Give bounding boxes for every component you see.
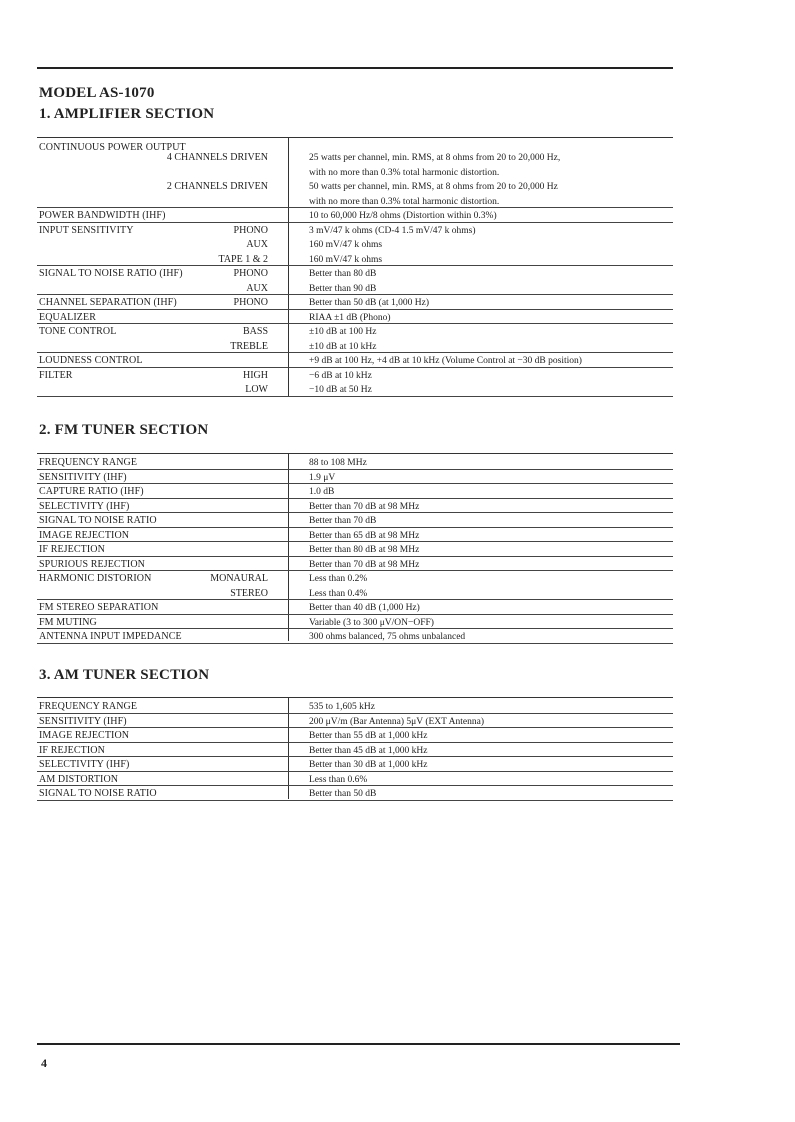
spec-label: IF REJECTION bbox=[39, 744, 105, 756]
spec-value: Better than 80 dB bbox=[309, 269, 377, 279]
spec-row bbox=[37, 469, 673, 485]
spec-label: TONE CONTROL bbox=[39, 326, 117, 337]
spec-row bbox=[37, 352, 673, 368]
spec-value: Better than 45 dB at 1,000 kHz bbox=[309, 745, 428, 756]
spec-row bbox=[37, 251, 673, 267]
spec-value: Better than 40 dB (1,000 Hz) bbox=[309, 603, 420, 613]
spec-row bbox=[37, 527, 673, 543]
spec-value: Less than 0.4% bbox=[309, 588, 368, 599]
spec-label: FM MUTING bbox=[39, 616, 97, 628]
spec-sublabel: PHONO bbox=[233, 268, 268, 279]
spec-sublabel: LOW bbox=[245, 384, 268, 395]
page-number: 4 bbox=[41, 1056, 47, 1070]
spec-value: 160 mV/47 k ohms bbox=[309, 240, 383, 250]
spec-value: +9 dB at 100 Hz, +4 dB at 10 kHz (Volume Control at −30 dB position) bbox=[309, 356, 582, 366]
spec-value: Better than 65 dB at 98 MHz bbox=[309, 530, 420, 541]
spec-label: SELECTIVITY (IHF) bbox=[39, 500, 130, 512]
spec-sublabel: PHONO bbox=[233, 297, 268, 308]
spec-label: SELECTIVITY (IHF) bbox=[39, 759, 130, 770]
spec-sublabel: 2 CHANNELS DRIVEN bbox=[166, 181, 268, 192]
spec-label: SENSITIVITY (IHF) bbox=[39, 715, 127, 727]
spec-row bbox=[37, 556, 673, 572]
spec-value: Better than 70 dB at 98 MHz bbox=[309, 559, 420, 570]
spec-row bbox=[37, 742, 673, 758]
spec-label: FREQUENCY RANGE bbox=[39, 457, 138, 468]
spec-row bbox=[37, 381, 673, 397]
spec-value: 25 watts per channel, min. RMS, at 8 ohms from 20 to 20,000 Hz, bbox=[309, 153, 561, 163]
spec-label: IMAGE REJECTION bbox=[39, 529, 130, 541]
spec-row bbox=[37, 207, 673, 223]
spec-value: Better than 55 dB at 1,000 kHz bbox=[309, 731, 428, 741]
spec-value: Better than 90 dB bbox=[309, 283, 377, 294]
am-tuner-section-title: 3. AM TUNER SECTION bbox=[39, 667, 210, 683]
spec-row bbox=[37, 222, 673, 237]
fm-tuner-section-title: 2. FM TUNER SECTION bbox=[39, 422, 209, 438]
spec-sublabel: STEREO bbox=[230, 587, 268, 599]
spec-value: Better than 70 dB at 98 MHz bbox=[309, 501, 420, 512]
spec-sublabel: 4 CHANNELS DRIVEN bbox=[166, 152, 268, 163]
spec-row bbox=[37, 294, 673, 310]
spec-value: −6 dB at 10 kHz bbox=[309, 370, 372, 381]
spec-value: Better than 70 dB bbox=[309, 516, 377, 526]
spec-label: FM STEREO SEPARATION bbox=[39, 602, 159, 613]
spec-sublabel: HIGH bbox=[243, 369, 268, 381]
spec-value: 160 mV/47 k ohms bbox=[309, 254, 383, 265]
spec-value: 88 to 108 MHz bbox=[309, 458, 367, 468]
spec-value: RIAA ±1 dB (Phono) bbox=[309, 312, 391, 323]
spec-sublabel: BASS bbox=[242, 326, 268, 337]
spec-label: SIGNAL TO NOISE RATIO bbox=[39, 515, 157, 526]
spec-value: Less than 0.2% bbox=[309, 574, 368, 584]
spec-row bbox=[37, 585, 673, 601]
spec-row bbox=[37, 265, 673, 280]
spec-value: Better than 50 dB bbox=[309, 789, 377, 799]
spec-label: IF REJECTION bbox=[39, 544, 105, 555]
spec-row bbox=[37, 614, 673, 630]
spec-row bbox=[37, 149, 673, 164]
spec-value: 3 mV/47 k ohms (CD-4 1.5 mV/47 k ohms) bbox=[309, 225, 476, 236]
spec-label: HARMONIC DISTORION bbox=[39, 573, 152, 584]
spec-row bbox=[37, 727, 673, 743]
model-heading: MODEL AS-1070 bbox=[39, 85, 155, 101]
spec-value: −10 dB at 50 Hz bbox=[309, 385, 372, 395]
spec-row bbox=[37, 713, 673, 729]
spec-sublabel: AUX bbox=[246, 239, 268, 250]
spec-label: CAPTURE RATIO (IHF) bbox=[39, 486, 144, 497]
spec-value: 50 watts per channel, min. RMS, at 8 ohms from 20 to 20,000 Hz bbox=[309, 182, 558, 192]
spec-label: SIGNAL TO NOISE RATIO bbox=[39, 788, 157, 799]
spec-row bbox=[37, 698, 673, 714]
spec-value: 200 μV/m (Bar Antenna) 5μV (EXT Antenna) bbox=[309, 716, 484, 727]
spec-value: Less than 0.6% bbox=[309, 774, 368, 785]
spec-value: Variable (3 to 300 μV/ON−OFF) bbox=[309, 617, 434, 628]
spec-value: Better than 80 dB at 98 MHz bbox=[309, 545, 420, 555]
spec-row bbox=[37, 164, 673, 179]
spec-row bbox=[37, 785, 673, 801]
spec-value: 10 to 60,000 Hz/8 ohms (Distortion within 0.3%) bbox=[309, 211, 497, 221]
spec-row bbox=[37, 599, 673, 615]
spec-label: AM DISTORTION bbox=[39, 773, 119, 785]
spec-label: CHANNEL SEPARATION (IHF) bbox=[39, 297, 177, 308]
spec-value: 535 to 1,605 kHz bbox=[309, 702, 375, 712]
spec-label: SPURIOUS REJECTION bbox=[39, 558, 145, 570]
spec-value: Better than 50 dB (at 1,000 Hz) bbox=[309, 298, 430, 308]
amplifier-spec-table bbox=[37, 137, 673, 397]
spec-sublabel: TREBLE bbox=[230, 340, 268, 352]
spec-label: IMAGE REJECTION bbox=[39, 730, 130, 741]
amplifier-section-title: 1. AMPLIFIER SECTION bbox=[39, 106, 215, 122]
spec-sublabel: AUX bbox=[246, 282, 268, 294]
spec-label: SENSITIVITY (IHF) bbox=[39, 471, 127, 483]
spec-value: 1.9 μV bbox=[309, 472, 336, 483]
spec-value: Better than 30 dB at 1,000 kHz bbox=[309, 760, 428, 770]
top-rule bbox=[37, 67, 673, 69]
spec-row bbox=[37, 193, 673, 209]
spec-sublabel: MONAURAL bbox=[210, 573, 268, 584]
spec-row bbox=[37, 541, 673, 557]
am-tuner-spec-table bbox=[37, 697, 673, 799]
spec-label: CONTINUOUS POWER OUTPUT bbox=[39, 142, 186, 153]
spec-row bbox=[37, 178, 673, 193]
spec-row bbox=[37, 628, 673, 644]
spec-row bbox=[37, 771, 673, 787]
spec-row bbox=[37, 139, 673, 153]
spec-label: INPUT SENSITIVITY bbox=[39, 224, 134, 236]
spec-value: ±10 dB at 100 Hz bbox=[309, 327, 377, 337]
spec-label: FILTER bbox=[39, 369, 73, 381]
spec-label: EQUALIZER bbox=[39, 311, 96, 323]
spec-row bbox=[37, 280, 673, 296]
fm-tuner-spec-table bbox=[37, 453, 673, 641]
bottom-rule bbox=[37, 1043, 680, 1045]
spec-row bbox=[37, 367, 673, 382]
spec-sublabel: PHONO bbox=[233, 224, 268, 236]
spec-value: 1.0 dB bbox=[309, 487, 335, 497]
spec-row bbox=[37, 570, 673, 585]
spec-row bbox=[37, 338, 673, 354]
spec-label: ANTENNA INPUT IMPEDANCE bbox=[39, 631, 182, 642]
spec-label: FREQUENCY RANGE bbox=[39, 701, 138, 712]
spec-row bbox=[37, 512, 673, 528]
table-top-rule bbox=[37, 137, 673, 138]
spec-label: POWER BANDWIDTH (IHF) bbox=[39, 210, 166, 221]
spec-sublabel: TAPE 1 & 2 bbox=[218, 253, 268, 265]
spec-label: LOUDNESS CONTROL bbox=[39, 355, 143, 366]
spec-row bbox=[37, 236, 673, 251]
spec-row bbox=[37, 454, 673, 470]
spec-row bbox=[37, 483, 673, 499]
spec-value: with no more than 0.3% total harmonic distortion. bbox=[309, 167, 500, 178]
spec-row bbox=[37, 498, 673, 514]
spec-label: SIGNAL TO NOISE RATIO (IHF) bbox=[39, 268, 183, 279]
spec-row bbox=[37, 323, 673, 338]
spec-value: with no more than 0.3% total harmonic distortion. bbox=[309, 196, 500, 207]
spec-row bbox=[37, 309, 673, 325]
spec-value: 300 ohms balanced, 75 ohms unbalanced bbox=[309, 632, 466, 642]
spec-row bbox=[37, 756, 673, 772]
spec-value: ±10 dB at 10 kHz bbox=[309, 341, 377, 352]
